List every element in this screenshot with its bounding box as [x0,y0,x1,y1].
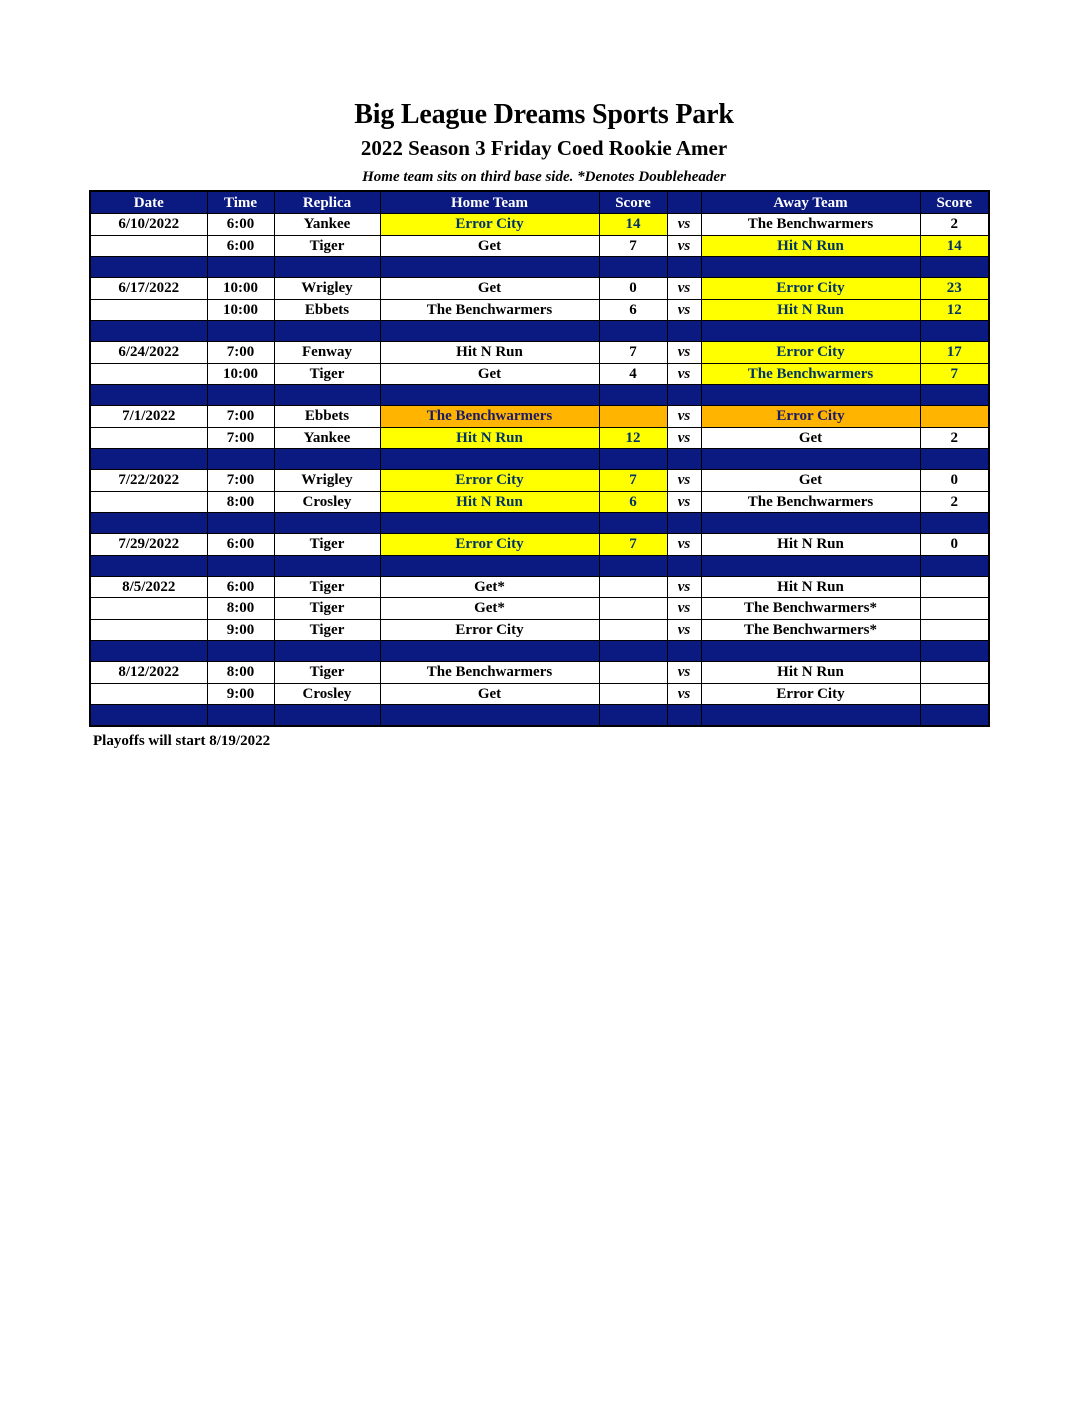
home-score-cell [599,619,667,641]
separator-cell [380,555,599,576]
date-cell [90,683,207,705]
date-cell [90,491,207,513]
home-score-cell: 0 [599,278,667,300]
separator-cell [667,449,701,470]
date-cell [90,427,207,449]
table-row [90,598,989,620]
away-team-cell: Hit N Run [701,299,920,321]
separator-cell [207,513,274,534]
home-score-cell: 7 [599,470,667,492]
home-team-cell: Hit N Run [380,342,599,364]
replica-cell: Ebbets [274,299,380,321]
replica-cell: Tiger [274,619,380,641]
home-team-cell: Get* [380,598,599,620]
separator-cell [667,385,701,406]
time-cell: 8:00 [207,662,274,684]
table-row [90,662,989,684]
table-row [90,470,989,492]
away-score-cell [920,576,989,598]
col-header-home-score: Score [599,191,667,214]
away-team-cell: The Benchwarmers* [701,598,920,620]
vs-cell: vs [667,662,701,684]
away-score-cell: 7 [920,363,989,385]
home-score-cell: 14 [599,214,667,236]
col-header-date: Date [90,191,207,214]
table-row [90,214,989,236]
separator-cell [274,555,380,576]
separator-cell [207,555,274,576]
page-subtitle: 2022 Season 3 Friday Coed Rookie Amer [360,136,728,160]
away-team-cell: Error City [701,278,920,300]
date-cell: 7/29/2022 [90,534,207,556]
vs-cell: vs [667,534,701,556]
separator-cell [920,705,989,727]
separator-cell [667,555,701,576]
separator-cell [599,641,667,662]
separator-cell [667,513,701,534]
away-score-cell: 23 [920,278,989,300]
table-row [90,299,989,321]
separator-cell [207,321,274,342]
away-team-cell: The Benchwarmers [701,491,920,513]
separator-cell [274,705,380,727]
date-cell: 6/24/2022 [90,342,207,364]
home-team-cell: Error City [380,214,599,236]
away-team-cell: Error City [701,342,920,364]
home-score-cell: 6 [599,491,667,513]
home-team-cell: Hit N Run [380,427,599,449]
away-score-cell [920,662,989,684]
time-cell: 6:00 [207,576,274,598]
away-team-cell: The Benchwarmers* [701,619,920,641]
separator-row [90,257,989,278]
date-cell: 6/17/2022 [90,278,207,300]
time-cell: 6:00 [207,235,274,257]
separator-cell [380,513,599,534]
vs-cell: vs [667,342,701,364]
col-header-away-team: Away Team [701,191,920,214]
separator-cell [667,257,701,278]
home-team-cell: Get [380,683,599,705]
away-team-cell: Error City [701,683,920,705]
separator-cell [599,257,667,278]
separator-cell [90,321,207,342]
home-team-cell: Get [380,363,599,385]
table-header-row [90,191,989,214]
separator-row [90,385,989,406]
separator-cell [599,705,667,727]
separator-cell [920,449,989,470]
away-score-cell: 2 [920,491,989,513]
away-score-cell [920,406,989,428]
vs-cell: vs [667,278,701,300]
home-team-cell: Error City [380,534,599,556]
separator-cell [90,513,207,534]
separator-cell [380,321,599,342]
separator-cell [701,641,920,662]
separator-cell [599,321,667,342]
separator-cell [920,257,989,278]
separator-cell [90,449,207,470]
separator-cell [701,555,920,576]
separator-cell [701,513,920,534]
time-cell: 7:00 [207,342,274,364]
table-row [90,491,989,513]
separator-cell [599,385,667,406]
replica-cell: Tiger [274,662,380,684]
home-score-cell: 7 [599,342,667,364]
table-row [90,363,989,385]
away-score-cell: 2 [920,427,989,449]
away-team-cell: Error City [701,406,920,428]
separator-cell [667,321,701,342]
page-title: Big League Dreams Sports Park [354,99,734,130]
separator-cell [207,641,274,662]
time-cell: 6:00 [207,214,274,236]
home-team-cell: Hit N Run [380,491,599,513]
home-score-cell [599,683,667,705]
table-row [90,406,989,428]
separator-cell [701,705,920,727]
away-score-cell [920,683,989,705]
home-score-cell: 12 [599,427,667,449]
vs-cell: vs [667,363,701,385]
separator-cell [274,641,380,662]
replica-cell: Wrigley [274,470,380,492]
separator-cell [920,555,989,576]
separator-cell [920,641,989,662]
away-team-cell: Get [701,427,920,449]
col-header-replica: Replica [274,191,380,214]
home-team-cell: Error City [380,470,599,492]
time-cell: 8:00 [207,598,274,620]
date-cell: 7/22/2022 [90,470,207,492]
time-cell: 10:00 [207,299,274,321]
time-cell: 7:00 [207,406,274,428]
table-row [90,278,989,300]
away-team-cell: Hit N Run [701,576,920,598]
separator-cell [207,705,274,727]
separator-cell [380,257,599,278]
time-cell: 9:00 [207,683,274,705]
home-team-cell: Get [380,235,599,257]
table-row [90,534,989,556]
away-score-cell [920,598,989,620]
replica-cell: Fenway [274,342,380,364]
separator-cell [701,257,920,278]
separator-cell [920,321,989,342]
vs-cell: vs [667,598,701,620]
vs-cell: vs [667,576,701,598]
separator-cell [207,385,274,406]
time-cell: 6:00 [207,534,274,556]
separator-row [90,641,989,662]
home-team-cell: Error City [380,619,599,641]
date-cell [90,235,207,257]
home-score-cell [599,662,667,684]
col-header-home-team: Home Team [380,191,599,214]
date-cell [90,598,207,620]
replica-cell: Wrigley [274,278,380,300]
home-score-cell [599,406,667,428]
replica-cell: Tiger [274,576,380,598]
date-cell: 7/1/2022 [90,406,207,428]
home-score-cell: 7 [599,534,667,556]
separator-row [90,705,989,727]
replica-cell: Crosley [274,683,380,705]
away-team-cell: Hit N Run [701,235,920,257]
separator-cell [380,641,599,662]
replica-cell: Ebbets [274,406,380,428]
away-team-cell: Hit N Run [701,662,920,684]
separator-cell [274,513,380,534]
separator-cell [701,321,920,342]
time-cell: 10:00 [207,363,274,385]
vs-cell: vs [667,619,701,641]
vs-cell: vs [667,683,701,705]
col-header-away-score: Score [920,191,989,214]
separator-row [90,513,989,534]
schedule-body [90,214,989,727]
separator-cell [90,641,207,662]
home-team-cell: The Benchwarmers [380,662,599,684]
date-cell [90,363,207,385]
away-score-cell: 12 [920,299,989,321]
date-cell [90,299,207,321]
time-cell: 7:00 [207,470,274,492]
home-score-cell: 6 [599,299,667,321]
separator-cell [90,555,207,576]
away-score-cell: 2 [920,214,989,236]
time-cell: 10:00 [207,278,274,300]
col-header-vs [667,191,701,214]
home-team-cell: The Benchwarmers [380,299,599,321]
replica-cell: Tiger [274,235,380,257]
replica-cell: Yankee [274,427,380,449]
replica-cell: Tiger [274,534,380,556]
separator-cell [90,385,207,406]
separator-row [90,555,989,576]
col-header-time: Time [207,191,274,214]
separator-cell [701,449,920,470]
replica-cell: Tiger [274,363,380,385]
separator-cell [274,321,380,342]
separator-cell [274,385,380,406]
date-cell: 6/10/2022 [90,214,207,236]
separator-cell [667,641,701,662]
away-team-cell: The Benchwarmers [701,214,920,236]
vs-cell: vs [667,299,701,321]
away-team-cell: The Benchwarmers [701,363,920,385]
vs-cell: vs [667,491,701,513]
away-score-cell: 14 [920,235,989,257]
vs-cell: vs [667,406,701,428]
away-score-cell: 17 [920,342,989,364]
separator-cell [380,705,599,727]
separator-cell [90,257,207,278]
playoffs-note: Playoffs will start 8/19/2022 [93,733,271,749]
separator-cell [599,513,667,534]
separator-cell [380,449,599,470]
separator-cell [599,449,667,470]
home-score-cell: 7 [599,235,667,257]
separator-cell [701,385,920,406]
vs-cell: vs [667,427,701,449]
home-score-cell [599,598,667,620]
separator-row [90,321,989,342]
table-row [90,576,989,598]
separator-cell [380,385,599,406]
separator-cell [90,705,207,727]
away-team-cell: Get [701,470,920,492]
home-score-cell [599,576,667,598]
schedule-table [89,190,990,727]
replica-cell: Yankee [274,214,380,236]
table-row [90,619,989,641]
table-row [90,427,989,449]
home-team-cell: Get [380,278,599,300]
home-score-cell: 4 [599,363,667,385]
away-score-cell: 0 [920,534,989,556]
separator-cell [920,513,989,534]
date-cell: 8/12/2022 [90,662,207,684]
vs-cell: vs [667,235,701,257]
date-cell [90,619,207,641]
time-cell: 9:00 [207,619,274,641]
time-cell: 7:00 [207,427,274,449]
separator-cell [207,449,274,470]
table-row [90,683,989,705]
home-team-cell: The Benchwarmers [380,406,599,428]
separator-cell [920,385,989,406]
separator-cell [599,555,667,576]
separator-row [90,449,989,470]
schedule-note: Home team sits on third base side. *Denotes Doubleheader [362,169,726,185]
date-cell: 8/5/2022 [90,576,207,598]
separator-cell [274,449,380,470]
away-score-cell: 0 [920,470,989,492]
separator-cell [274,257,380,278]
separator-cell [207,257,274,278]
replica-cell: Crosley [274,491,380,513]
time-cell: 8:00 [207,491,274,513]
away-score-cell [920,619,989,641]
table-row [90,342,989,364]
replica-cell: Tiger [274,598,380,620]
away-team-cell: Hit N Run [701,534,920,556]
vs-cell: vs [667,470,701,492]
vs-cell: vs [667,214,701,236]
home-team-cell: Get* [380,576,599,598]
table-row [90,235,989,257]
separator-cell [667,705,701,727]
